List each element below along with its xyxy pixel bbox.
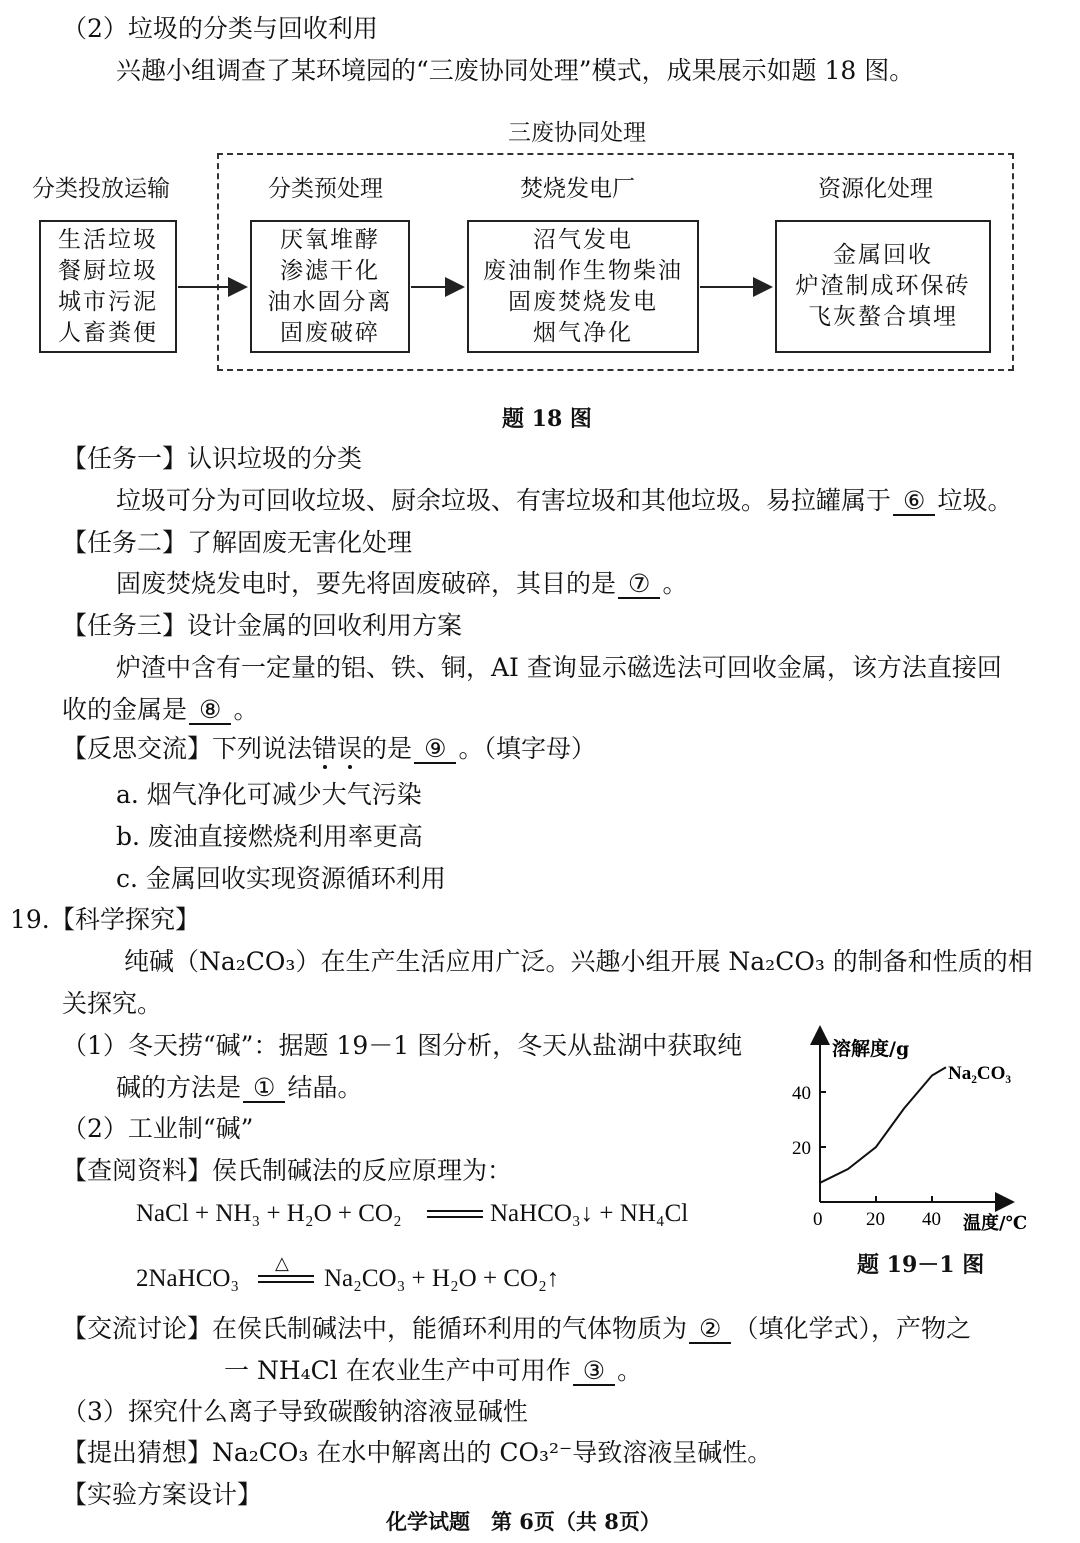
task3-line1: 炉渣中含有一定量的铝、铁、铜，AI 查询显示磁选法可回收金属，该方法直接回 bbox=[116, 653, 1002, 682]
stage1-item: 人畜粪便 bbox=[58, 319, 158, 346]
emphasis-wu: 误 bbox=[337, 734, 363, 763]
q19-p2-title: （2）工业制“碱” bbox=[62, 1114, 254, 1143]
task2-text-before: 固废焚烧发电时，要先将固废破碎，其目的是 bbox=[116, 569, 617, 598]
q19-p1-line2 bbox=[116, 1071, 362, 1105]
series-label: Na₂CO₃ bbox=[948, 1063, 1012, 1084]
equation-2-right: Na₂CO₃ + H₂O + CO₂↑ bbox=[324, 1265, 560, 1292]
q19-p1-line2-before: 碱的方法是 bbox=[116, 1073, 242, 1102]
x-tick-label: 0 bbox=[813, 1209, 823, 1230]
equation-1-equals bbox=[427, 1208, 483, 1220]
q19-title: 【科学探究】 bbox=[50, 905, 201, 934]
blank-9[interactable]: ⑨ bbox=[414, 736, 456, 764]
stage2-header: 分类预处理 bbox=[268, 176, 383, 202]
task2-title: 【任务二】了解固废无害化处理 bbox=[62, 528, 413, 557]
discussion-line1 bbox=[62, 1312, 971, 1346]
y-tick-label: 40 bbox=[792, 1083, 811, 1104]
figure18-caption: 题 18 图 bbox=[502, 406, 592, 432]
reflection-note: 。（填字母） bbox=[458, 734, 596, 763]
blank-2[interactable]: ② bbox=[689, 1316, 731, 1344]
task3-line2 bbox=[62, 693, 258, 727]
blank-6[interactable]: ⑥ bbox=[893, 488, 935, 516]
stage3-item: 沼气发电 bbox=[533, 226, 633, 253]
discussion-after: （填化学式），产物之 bbox=[733, 1314, 971, 1343]
y-tick-label: 20 bbox=[792, 1138, 811, 1159]
discussion-before: 【交流讨论】在侯氏制碱法中，能循环利用的气体物质为 bbox=[62, 1314, 688, 1343]
blank-1[interactable]: ① bbox=[243, 1075, 285, 1103]
diagram-arrows bbox=[0, 0, 1080, 400]
section-title: （2）垃圾的分类与回收利用 bbox=[62, 14, 378, 43]
stage3-item: 废油制作生物柴油 bbox=[483, 257, 683, 284]
reflection-line bbox=[62, 732, 596, 766]
task1-text bbox=[116, 484, 1012, 518]
design-label: 【实验方案设计】 bbox=[62, 1480, 263, 1509]
x-tick-label: 40 bbox=[922, 1209, 941, 1230]
task2-text bbox=[116, 567, 687, 601]
x-tick-label: 20 bbox=[866, 1209, 885, 1230]
hypothesis: 【提出猜想】Na₂CO₃ 在水中解离出的 CO₃²⁻导致溶液呈碱性。 bbox=[62, 1438, 773, 1467]
task1-text-after: 垃圾。 bbox=[937, 486, 1013, 515]
stage3-item: 烟气净化 bbox=[533, 319, 633, 346]
equation-2-equals bbox=[258, 1273, 314, 1285]
stage3-item: 固废焚烧发电 bbox=[508, 288, 658, 315]
equation-1-right: NaHCO₃↓ + NH₄Cl bbox=[490, 1200, 689, 1227]
stage2-item: 油水固分离 bbox=[267, 288, 393, 315]
emphasis-cuo: 错 bbox=[312, 734, 338, 763]
q19-p3-title: （3）探究什么离子导致碳酸钠溶液显碱性 bbox=[62, 1397, 528, 1426]
stage3-header: 焚烧发电厂 bbox=[520, 176, 635, 202]
task3-title: 【任务三】设计金属的回收利用方案 bbox=[62, 611, 463, 640]
figure19-caption: 题 19－1 图 bbox=[857, 1252, 985, 1278]
stage1-item: 餐厨垃圾 bbox=[58, 257, 158, 284]
task1-text-before: 垃圾可分为可回收垃圾、厨余垃圾、有害垃圾和其他垃圾。易拉罐属于 bbox=[116, 486, 892, 515]
stage2-item: 渗滤干化 bbox=[280, 257, 380, 284]
stage4-item: 飞灰螯合填埋 bbox=[808, 304, 958, 330]
discussion2-after: 。 bbox=[617, 1356, 643, 1385]
page-footer: 化学试题 第 6页（共 8页） bbox=[386, 1509, 661, 1534]
task3-line2-before: 收的金属是 bbox=[62, 695, 188, 724]
reflection-label: 【反思交流】下列说法 bbox=[62, 734, 313, 763]
task2-text-after: 。 bbox=[662, 569, 688, 598]
task3-line2-after: 。 bbox=[233, 695, 259, 724]
x-axis-label: 温度/℃ bbox=[963, 1213, 1028, 1234]
stage1-header: 分类投放运输 bbox=[32, 176, 170, 202]
q19-p1-line2-after: 结晶。 bbox=[287, 1073, 363, 1102]
equation-2-left: 2NaHCO₃ bbox=[136, 1265, 240, 1292]
series-line bbox=[820, 1067, 946, 1183]
diagram-top-label: 三废协同处理 bbox=[508, 120, 646, 146]
stage2-item: 厌氧堆酵 bbox=[280, 226, 380, 253]
solubility-chart bbox=[780, 1025, 1070, 1250]
blank-3[interactable]: ③ bbox=[573, 1358, 615, 1386]
option-c: c. 金属回收实现资源循环利用 bbox=[116, 864, 446, 893]
stage4-item: 炉渣制成环保砖 bbox=[795, 273, 971, 299]
blank-7[interactable]: ⑦ bbox=[618, 571, 660, 599]
y-axis-label: 溶解度/g bbox=[832, 1038, 910, 1060]
q19-ref-title: 【查阅资料】侯氏制碱法的反应原理为： bbox=[62, 1156, 513, 1185]
q19-p1-line1: （1）冬天捞“碱”：据题 19－1 图分析，冬天从盐湖中获取纯 bbox=[62, 1031, 743, 1060]
blank-8[interactable]: ⑧ bbox=[189, 697, 231, 725]
equation-1-left: NaCl + NH₃ + H₂O + CO₂ bbox=[136, 1200, 402, 1227]
equation-2-condition: △ bbox=[275, 1253, 289, 1274]
option-b: b. 废油直接燃烧利用率更高 bbox=[116, 822, 423, 851]
stage4-item: 金属回收 bbox=[833, 242, 933, 268]
q19-intro1: 纯碱（Na₂CO₃）在生产生活应用广泛。兴趣小组开展 Na₂CO₃ 的制备和性质的相 bbox=[124, 947, 1033, 976]
q19-number: 19. bbox=[10, 905, 50, 934]
task1-title: 【任务一】认识垃圾的分类 bbox=[62, 444, 363, 473]
discussion-line2 bbox=[224, 1354, 642, 1388]
discussion2-before: 一 NH₄Cl 在农业生产中可用作 bbox=[224, 1356, 571, 1385]
stage1-item: 生活垃圾 bbox=[58, 226, 158, 253]
stage2-item: 固废破碎 bbox=[280, 319, 380, 346]
reflection-text-after: 的是 bbox=[362, 734, 413, 763]
option-a: a. 烟气净化可减少大气污染 bbox=[116, 780, 422, 809]
stage4-header: 资源化处理 bbox=[818, 176, 933, 202]
stage1-item: 城市污泥 bbox=[58, 288, 158, 315]
q19-intro2: 关探究。 bbox=[62, 989, 163, 1018]
section-intro: 兴趣小组调查了某环境园的“三废协同处理”模式，成果展示如题 18 图。 bbox=[116, 56, 915, 85]
